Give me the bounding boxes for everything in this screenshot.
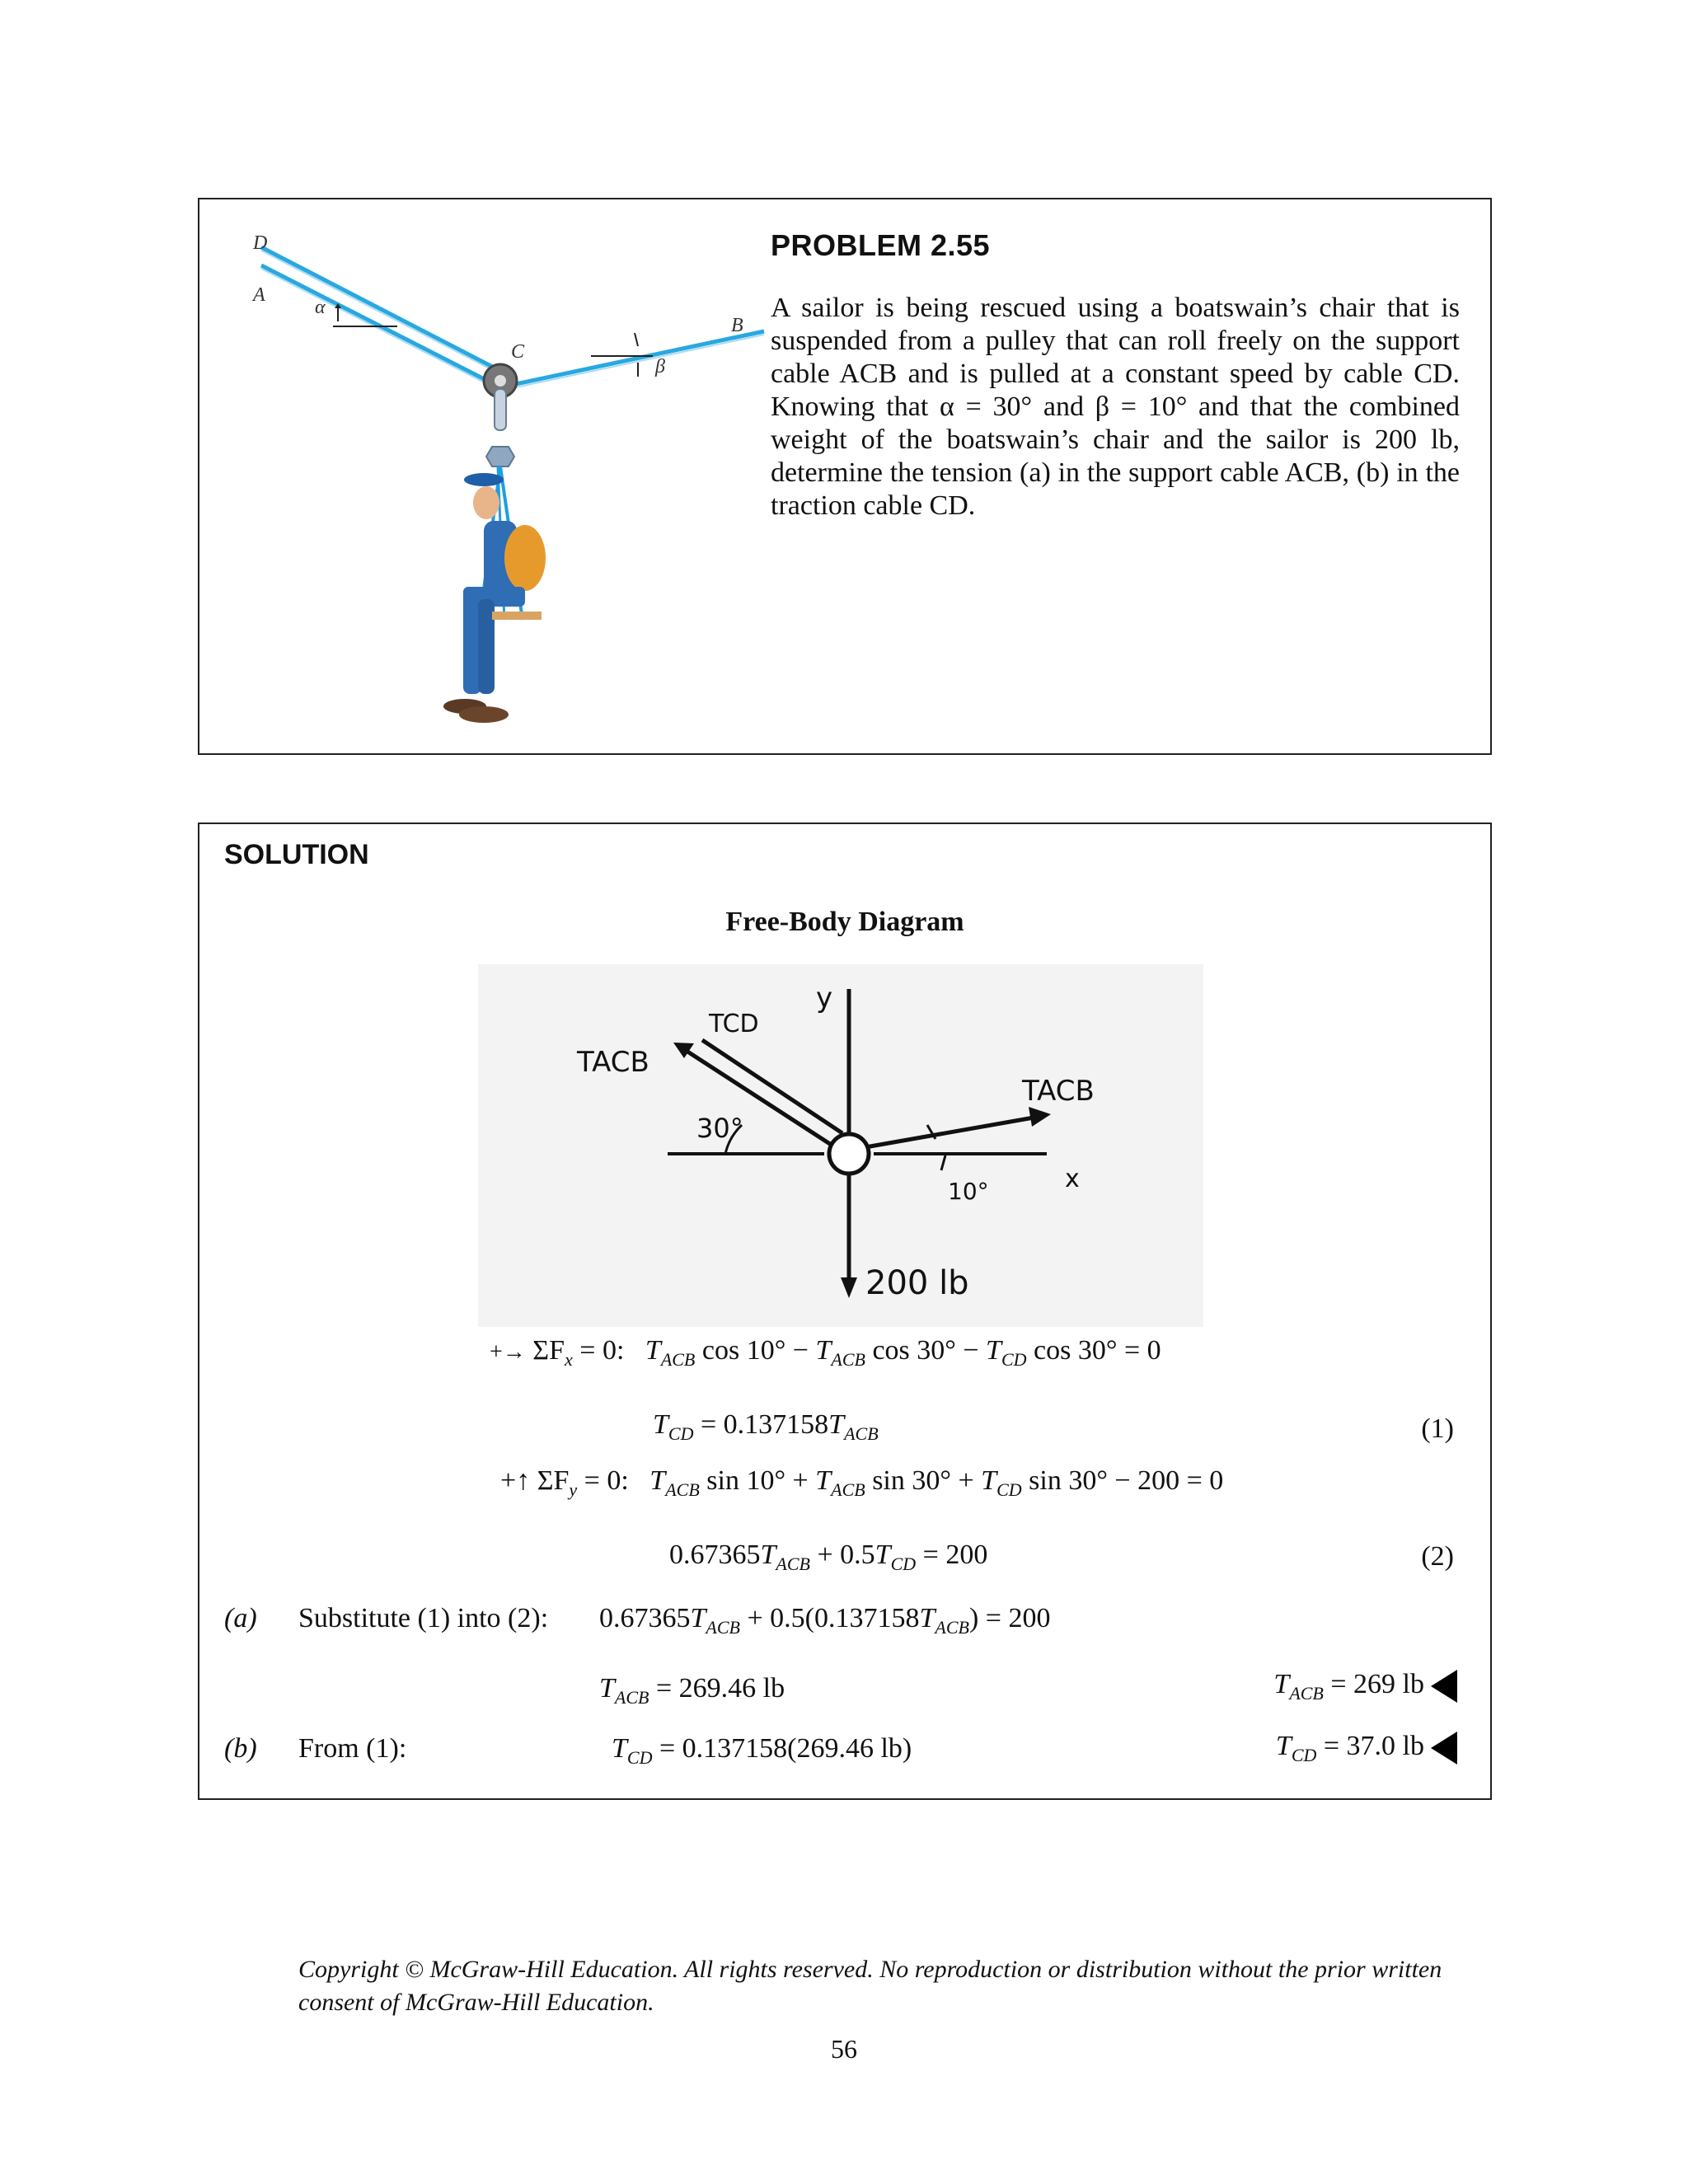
solution-box bbox=[198, 823, 1492, 1800]
part-a-desc: Substitute (1) into (2): bbox=[298, 1603, 549, 1633]
answer-b-value: = 37.0 lb bbox=[1323, 1731, 1424, 1761]
result-tcd: $T_{CD} = 0.137158(269.46$ lb) bbox=[612, 1733, 912, 1768]
eq1-prefix: ΣF bbox=[532, 1335, 565, 1366]
free-body-diagram bbox=[478, 964, 1203, 1327]
fbd-label-tacb-right: TACB bbox=[1022, 1075, 1095, 1108]
eq3-body: = 0: bbox=[577, 1465, 629, 1496]
answer-marker-icon bbox=[1431, 1670, 1457, 1703]
fbd-label-x: x bbox=[1065, 1165, 1080, 1193]
problem-box bbox=[198, 198, 1492, 755]
label-alpha: α bbox=[315, 297, 326, 318]
eq3-sub: y bbox=[569, 1479, 578, 1500]
equation-sum-fy: +↑ $\Sigma F_y = 0$: $T_{ACB}$ $\sin 10^\circ + T_{ACB}$ $\sin 30^\circ + T_{CD}$ sin 30° − 200 = 0 bbox=[500, 1465, 1224, 1500]
eq1-body: = 0: bbox=[572, 1335, 625, 1366]
result-b-value: = 0.137158(269.46 lb) bbox=[659, 1733, 912, 1764]
equation-number-1: (1) bbox=[1421, 1413, 1454, 1444]
eq2-lhs-sub: CD bbox=[668, 1423, 694, 1444]
fbd-label-30deg: 30° bbox=[696, 1113, 743, 1144]
label-a: A bbox=[253, 284, 265, 306]
solution-title: SOLUTION bbox=[224, 839, 369, 870]
label-c: C bbox=[511, 341, 525, 363]
problem-figure bbox=[216, 224, 776, 752]
eq2-rhs: = 0.137158 bbox=[693, 1409, 829, 1440]
fbd-label-10deg: 10° bbox=[948, 1178, 989, 1205]
label-d: D bbox=[253, 232, 268, 254]
eq4-text: 0.67365 bbox=[669, 1540, 761, 1570]
copyright-notice: Copyright © McGraw-Hill Education. All rights reserved. No reproduction or distribution without the prior written consent of McGraw-Hill Education. bbox=[298, 1956, 1442, 2016]
cable-cb bbox=[500, 331, 764, 387]
page-number: 56 bbox=[831, 2034, 857, 2064]
label-b: B bbox=[731, 315, 743, 336]
fbd-label-y: y bbox=[816, 982, 833, 1015]
equation-2: $0.67365T_{ACB} + 0.5T_{CD} = 200$ bbox=[669, 1540, 988, 1574]
result-a-value: = 269.46 lb bbox=[655, 1673, 785, 1704]
fbd-label-tcd: TCD bbox=[709, 1010, 759, 1038]
answer-tcd: $T_{CD} = 37.0$ lb bbox=[1276, 1731, 1457, 1766]
eq2-lhs: T bbox=[653, 1409, 668, 1440]
result-tacb: $T_{ACB} = 269.46$ lb bbox=[599, 1673, 785, 1708]
fbd-label-weight: 200 lb bbox=[865, 1264, 969, 1302]
equation-tcd: $T_{CD} = 0.137158T_{ACB}$ bbox=[653, 1409, 879, 1444]
pulley-node bbox=[829, 1134, 869, 1174]
eq3-prefix: ΣF bbox=[537, 1465, 570, 1496]
answer-tacb: $T_{ACB} = 269$ lb bbox=[1273, 1669, 1457, 1704]
answer-marker-icon bbox=[1431, 1732, 1457, 1765]
problem-title: PROBLEM 2.55 bbox=[771, 228, 991, 262]
answer-a-value: = 269 lb bbox=[1330, 1669, 1424, 1699]
fbd-title: Free-Body Diagram bbox=[725, 907, 964, 937]
equation-sum-fx: +→ $\Sigma F_x = 0$: $T_{ACB}$ $\cos 10^\circ - T_{ACB}$ $\cos 30^\circ - T_{CD}$ cos 30° = 0 bbox=[490, 1335, 1161, 1370]
label-beta: β bbox=[655, 356, 665, 377]
cable-cd bbox=[261, 247, 500, 371]
equation-number-2: (2) bbox=[1421, 1541, 1454, 1572]
sailor-figure bbox=[443, 473, 546, 723]
part-a-label: (a) bbox=[224, 1603, 257, 1633]
fbd-label-tacb-left: TACB bbox=[577, 1046, 649, 1079]
eq1-sub: x bbox=[565, 1349, 573, 1370]
equation-substitute: $0.67365T_{ACB} + 0.5(0.137158T_{ACB}) = 200$ bbox=[599, 1603, 1051, 1638]
part-b-label: (b) bbox=[224, 1733, 257, 1764]
part-b-desc: From (1): bbox=[298, 1733, 407, 1764]
problem-statement: A sailor is being rescued using a boatswain’s chair that is suspended from a pulley that can roll freely on the support cable ACB and is pulled at a constant speed by cable CD. Knowing that α = 30° and β = 10° and that the combined weight of the boatswain’s chair and the sailor is 200 lb, determine the tension (a) in the support cable ACB, (b) in the traction cable CD. bbox=[771, 293, 1460, 521]
